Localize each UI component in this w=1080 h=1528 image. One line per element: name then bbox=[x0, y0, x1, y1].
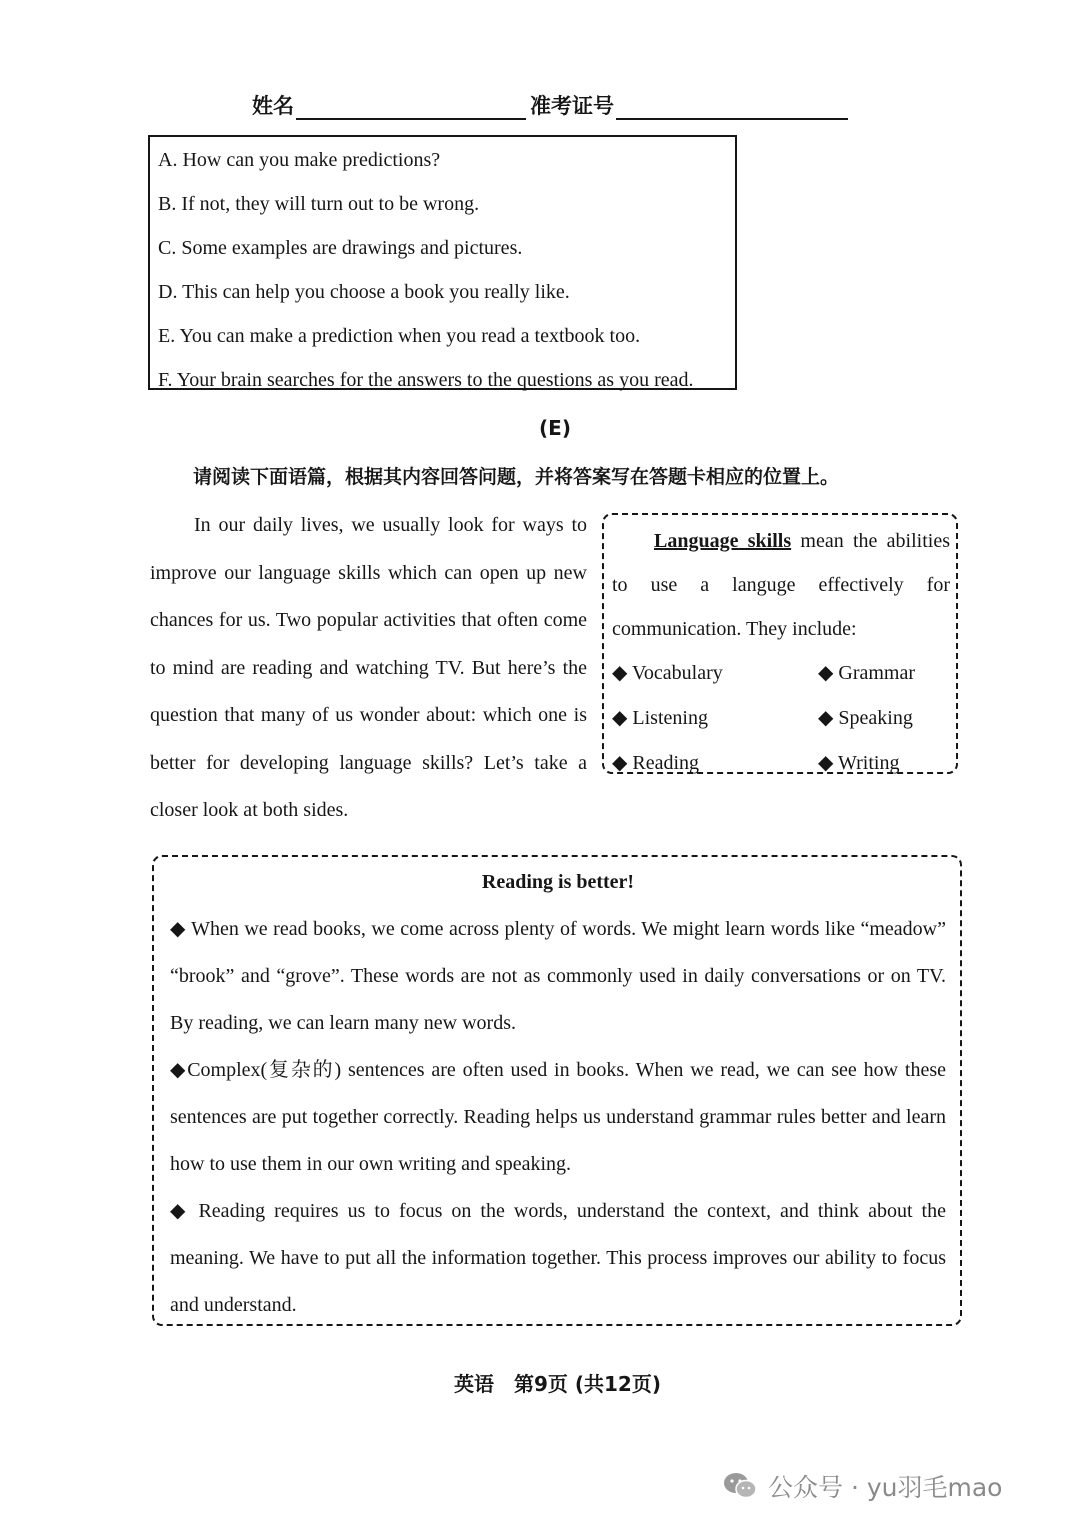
diamond-bullet-icon: ◆ bbox=[612, 752, 628, 774]
name-label: 姓名 bbox=[252, 94, 294, 118]
diamond-bullet-icon: ◆ bbox=[612, 707, 628, 729]
diamond-bullet-icon: ◆ bbox=[818, 707, 834, 729]
page-footer: 英语 第9页 (共12页) bbox=[454, 1372, 661, 1396]
option-a: A. How can you make predictions? bbox=[158, 149, 441, 171]
skills-definition-text: mean the abilities to use a languge effectively for communication. They include: bbox=[612, 530, 950, 640]
skills-list bbox=[612, 651, 950, 786]
option-d: D. This can help you choose a book you really like. bbox=[158, 281, 570, 303]
reading-point: ◆ Reading requires us to focus on the words, understand the context, and think about the meaning. We have to put all the information together. This process improves our ability to focus and understand. bbox=[170, 1200, 946, 1316]
reading-point: ◆ When we read books, we come across plenty of words. We might learn words like “meadow” “brook” and “grove”. These words are not as commonly used in daily conversations or on TV. By reading, we can learn many new words. bbox=[170, 918, 946, 1034]
skill-item: ◆ Reading bbox=[612, 752, 700, 774]
watermark-text: 公众号 · yu羽毛mao bbox=[768, 1473, 1003, 1502]
watermark bbox=[722, 1468, 1002, 1504]
skill-item: ◆ Grammar bbox=[818, 662, 916, 684]
option-e: E. You can make a prediction when you read a textbook too. bbox=[158, 325, 641, 347]
skills-term: Language skills bbox=[654, 530, 792, 552]
skill-item: ◆ Listening bbox=[612, 707, 708, 729]
options-box bbox=[148, 135, 737, 390]
diamond-bullet-icon: ◆ bbox=[612, 662, 628, 684]
skills-definition bbox=[612, 519, 950, 651]
reading-is-better-box bbox=[152, 855, 962, 1326]
diamond-bullet-icon: ◆ bbox=[170, 1059, 188, 1081]
skill-item: ◆ Writing bbox=[818, 752, 900, 774]
exam-id-label: 准考证号 bbox=[530, 94, 614, 118]
exam-id-blank bbox=[616, 94, 848, 120]
option-f: F. Your brain searches for the answers to the questions as you read. bbox=[158, 369, 694, 391]
intro-paragraph: In our daily lives, we usually look for ways to improve our language skills which can open up new chances for us. Two popular activities that often come to mind are reading and watching TV. But here’s the question that many of us wonder about: which one is better for developing language skills? Let’s take a closer look at both sides. bbox=[150, 514, 587, 821]
option-c: C. Some examples are drawings and pictures. bbox=[158, 237, 523, 259]
reading-box-title: Reading is better! bbox=[481, 871, 635, 893]
diamond-bullet-icon: ◆ bbox=[170, 1200, 190, 1222]
wechat-icon bbox=[722, 1471, 758, 1501]
section-instruction: 请阅读下面语篇，根据其内容回答问题，并将答案写在答题卡相应的位置上。 bbox=[193, 466, 840, 488]
exam-header bbox=[252, 90, 852, 120]
option-b: B. If not, they will turn out to be wrong. bbox=[158, 193, 480, 215]
name-blank bbox=[296, 94, 526, 120]
skill-item: ◆ Speaking bbox=[818, 707, 913, 729]
diamond-bullet-icon: ◆ bbox=[818, 752, 834, 774]
diamond-bullet-icon: ◆ bbox=[170, 918, 186, 940]
language-skills-box bbox=[602, 513, 958, 774]
skill-item: ◆ Vocabulary bbox=[612, 662, 723, 684]
reading-point: ◆Complex(复杂的) sentences are often used in books. When we read, we can see how these sentences are put together correctly. Reading helps us understand grammar rules better and learn how to use them in our own writing and speaking. bbox=[170, 1059, 946, 1175]
diamond-bullet-icon: ◆ bbox=[818, 662, 834, 684]
section-label: (E) bbox=[539, 416, 571, 440]
